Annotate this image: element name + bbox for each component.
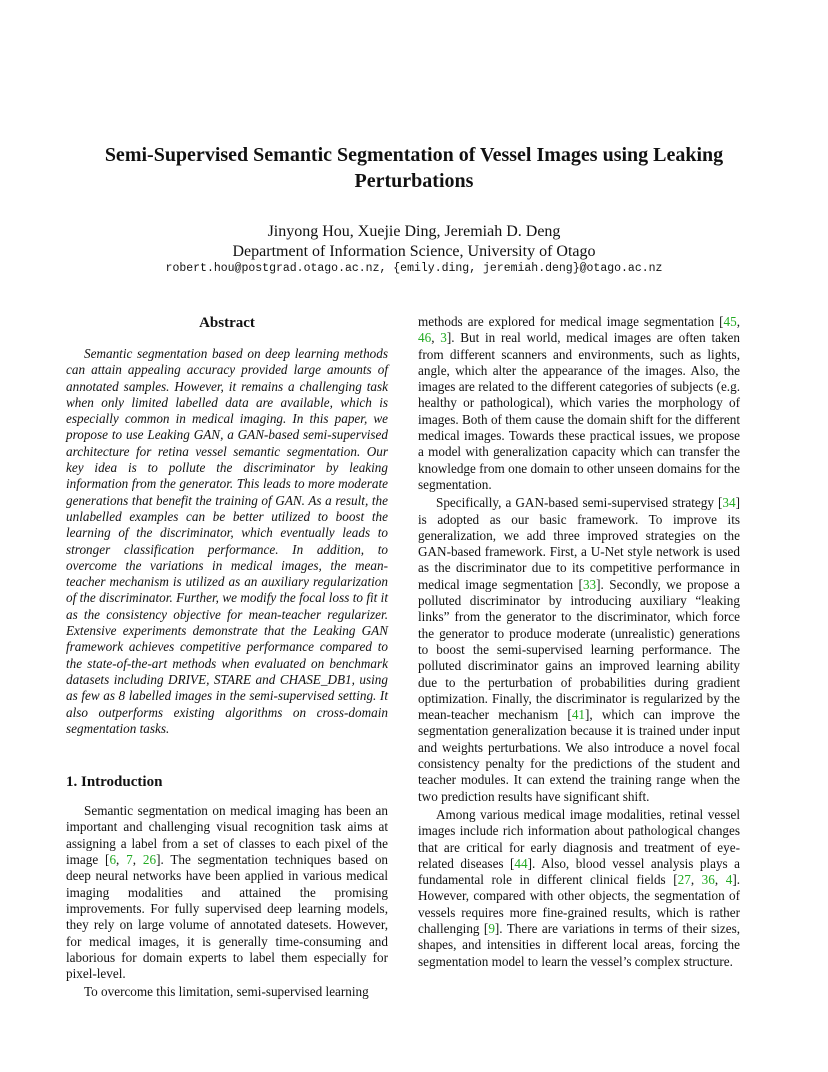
right-paragraph-2 <box>418 495 740 805</box>
citation-link[interactable]: 44 <box>514 855 528 871</box>
author-names: Jinyong Hou, Xuejie Ding, Jeremiah D. Deng <box>267 223 561 240</box>
text-run: ]. The segmentation techniques based on deep neural networks have been applied in various medical imaging modalities and attained the promising improvements. For fully supervised deep learning models, they rely on large volume of annotated datesets. However, for medical images, it is generally time-consuming and laborious for domain experts to label them especially for pixel-level. <box>66 852 389 982</box>
author-block <box>60 222 768 262</box>
intro-paragraph-2: To overcome this limitation, semi-supervised learning <box>84 984 369 1000</box>
citation-link[interactable]: 45 <box>723 314 737 329</box>
text-run: ]. But in real world, medical images are often taken from different scanners and environments, such as lights, angle, which alter the appearance of the images. Also, the images are related to the different categories of subjects (e.g. healthy or pathological), which varies the morphology of images. Both of them cause the domain shift for the different medical images. Towards these practical issues, we propose a model with generalization capacity which can transfer the knowledge from one domain to other unseen domains for the segmentation. <box>418 330 741 492</box>
citation-link[interactable]: 6 <box>109 852 117 868</box>
text-run: methods are explored for medical image segmentation [ <box>418 314 724 329</box>
citation-link[interactable]: 36 <box>701 872 715 888</box>
right-column <box>418 314 740 970</box>
text-run: ]. Secondly, we propose a polluted discriminator by introducing auxiliary “leaking links” from the generator to the discriminator, which force the generator to produce moderate (unrealistic) generations to boost the semi-supervised learning performance. The polluted discriminator gains an improved learning ability due to the perturbation of probabilities during gradient optimization. Finally, the discriminator is regularized by the mean-teacher mechanism [ <box>418 576 740 723</box>
text-run: ]. Also, blood vessel analysis plays a fundamental role in different clinical fields [ <box>418 855 740 888</box>
section-heading-introduction: 1. Introduction <box>66 774 163 791</box>
text-run: , <box>116 852 127 868</box>
abstract-text: Semantic segmentation based on deep learning methods can attain appealing accuracy provided large amounts of annotated samples. However, it remains a challenging task when only limited labelled data are available, which is especially common in medical imaging. In this paper, we propose to use Leaking GAN, a GAN-based semi-supervised architecture for retina vessel semantic segmentation. Our key idea is to pollute the discriminator by leaking information from the generator. This leads to more moderate generations that benefit the training of GAN. As a result, the unlabelled examples can be better utilized to boost the learning of the discriminator, which eventually leads to stronger classification performance. In addition, to overcome the variations in medical images, the mean-teacher mechanism is utilized as an auxiliary regularization of the discriminator. Further, we modify the focal loss to fit it as the consistency objective for mean-teacher regularizer. Extensive experiments demonstrate that the Leaking GAN framework achieves competitive performance compared to the state-of-the-art methods when evaluated on benchmark datasets including DRIVE, STARE and CHASE_DB1, using as few as 8 labelled images in the semi-supervised setting. It also outperforms existing algorithms on cross-domain segmentation tasks. <box>66 346 388 736</box>
text-run: ]. However, compared with other objects, the segmentation of vessels requires more fine-grained results, which is rather challenging [ <box>418 872 741 936</box>
text-run: ]. There are variations in terms of their sizes, shapes, and intensities in different local areas, forcing the segmentation model to learn the vessel’s complex structure. <box>418 920 740 969</box>
text-run: , <box>132 852 143 868</box>
intro-paragraph-1 <box>66 803 388 982</box>
title-line-2: Perturbations <box>354 170 474 192</box>
citation-link[interactable]: 3 <box>440 330 447 346</box>
author-emails: robert.hou@postgrad.otago.ac.nz, {emily.ding, jeremiah.deng}@otago.ac.nz <box>165 262 663 275</box>
affiliation: Department of Information Science, University of Otago <box>232 243 596 260</box>
paper-title <box>60 142 768 194</box>
text-run: Among various medical image modalities, retinal vessel images include rich information about pathological changes that are critical for early diagnosis and treatment of eye-related diseases [ <box>418 806 740 871</box>
text-run: Specifically, a GAN-based semi-supervised strategy [ <box>436 495 723 511</box>
text-run: , <box>431 330 441 346</box>
text-run: , <box>714 872 726 888</box>
left-column <box>66 314 388 1001</box>
abstract-heading: Abstract <box>199 315 255 331</box>
citation-link[interactable]: 7 <box>126 852 133 868</box>
text-run: , <box>736 314 740 329</box>
text-run: ], which can improve the segmentation generalization because it is trained under input and weights perturbations. We also introduce a novel focal consistency penalty for the predictions of the student and teacher modules. It can extend the training range when the two prediction results have significant shift. <box>418 707 740 804</box>
title-line-1: Semi-Supervised Semantic Segmentation of Vessel Images using Leaking <box>104 144 724 166</box>
text-run: , <box>690 872 702 888</box>
citation-link[interactable]: 4 <box>725 872 733 888</box>
text-run: Semantic segmentation on medical imaging has been an important and challenging visual recognition task aims at assigning a label from a set of classes to each pixel of the image [ <box>66 803 388 868</box>
citation-link[interactable]: 33 <box>582 576 597 592</box>
citation-link[interactable]: 9 <box>488 920 495 936</box>
citation-link[interactable]: 46 <box>418 330 432 346</box>
citation-link[interactable]: 41 <box>571 707 586 723</box>
citation-link[interactable]: 34 <box>722 495 736 511</box>
right-paragraph-1 <box>418 314 740 493</box>
citation-link[interactable]: 26 <box>142 852 157 868</box>
right-paragraph-3 <box>418 807 740 970</box>
citation-link[interactable]: 27 <box>677 872 691 888</box>
text-run: ] is adopted as our basic framework. To improve its generalization, we add three improved strategies on the GAN-based framework. First, a U-Net style network is used as the discriminator due to its competitive performance in medical image segmentation [ <box>418 495 740 592</box>
